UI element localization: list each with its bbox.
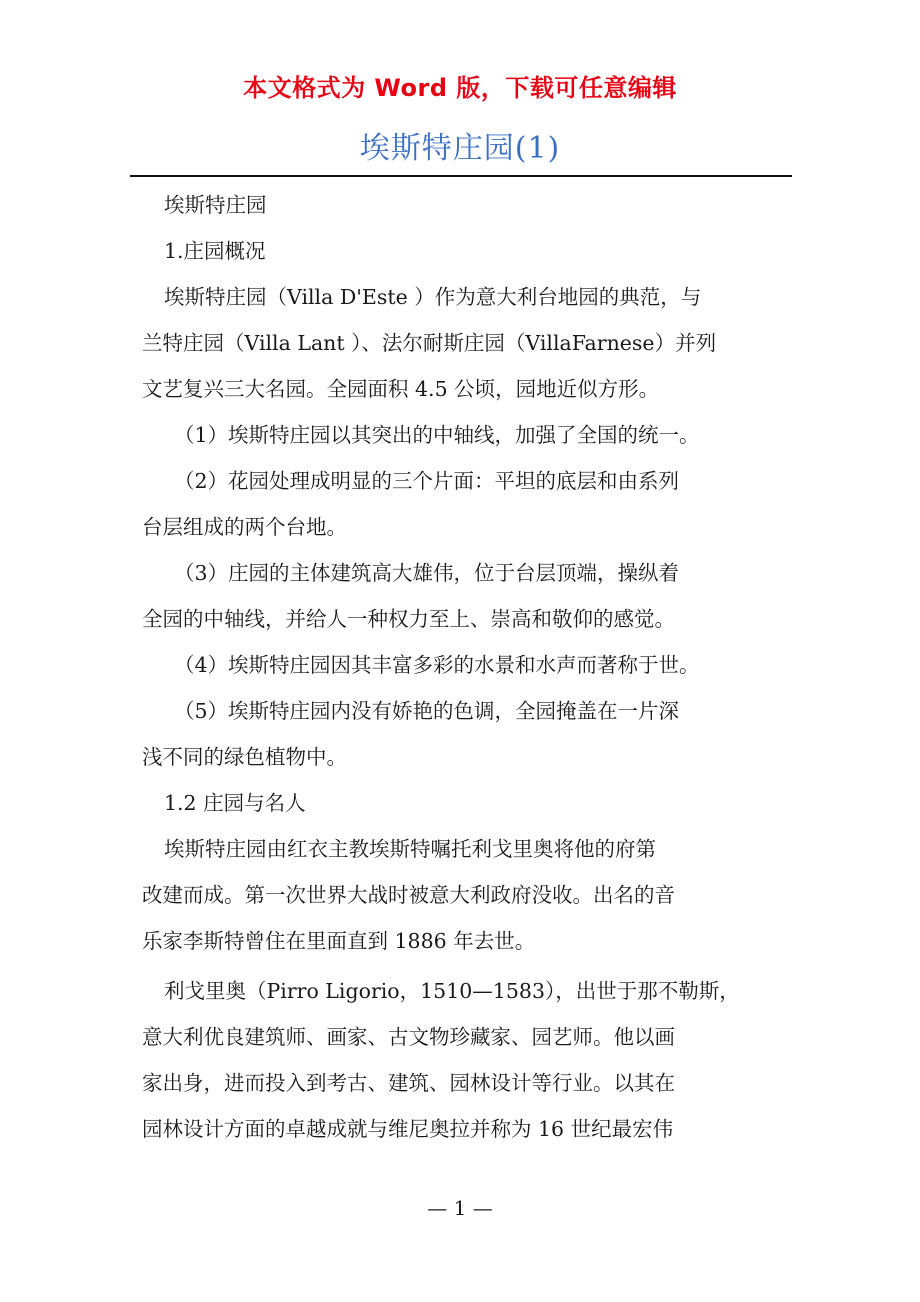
list-item-2: （2）花园处理成明显的三个片面：平坦的底层和由系列 (174, 469, 680, 493)
document-body (142, 182, 784, 1152)
download-banner: 本文格式为 Word 版，下载可任意编辑 (243, 74, 677, 102)
body-line: 利戈里奥（Pirro Ligorio，1510—1583），出世于那不勒斯， (164, 979, 740, 1003)
list-item-2-cont: 台层组成的两个台地。 (142, 515, 347, 539)
title-divider (130, 175, 792, 177)
body-line: 园林设计方面的卓越成就与维尼奥拉并称为 16 世纪最宏伟 (142, 1117, 674, 1141)
body-line: 改建而成。第一次世界大战时被意大利政府没收。出名的音 (142, 883, 675, 907)
heading-estate-name: 埃斯特庄园 (164, 193, 267, 217)
document-title: 埃斯特庄园(1) (359, 131, 561, 166)
list-item-3: （3）庄园的主体建筑高大雄伟，位于台层顶端，操纵着 (174, 561, 680, 585)
section-heading-overview: 1.庄园概况 (164, 239, 266, 263)
page-number: — 1 — (427, 1196, 493, 1220)
body-line: 意大利优良建筑师、画家、古文物珍藏家、园艺师。他以画 (142, 1025, 675, 1049)
list-item-5: （5）埃斯特庄园内没有娇艳的色调，全园掩盖在一片深 (174, 699, 680, 723)
body-line: 家出身，进而投入到考古、建筑、园林设计等行业。以其在 (142, 1071, 675, 1095)
list-item-5-cont: 浅不同的绿色植物中。 (142, 745, 347, 769)
list-item-4: （4）埃斯特庄园因其丰富多彩的水景和水声而著称于世。 (174, 653, 700, 677)
body-line: 埃斯特庄园（Villa D'Este ）作为意大利台地园的典范，与 (164, 285, 702, 309)
list-item-3-cont: 全园的中轴线，并给人一种权力至上、崇高和敬仰的感觉。 (142, 607, 675, 631)
section-heading-people: 1.2 庄园与名人 (164, 791, 306, 815)
body-line: 乐家李斯特曾住在里面直到 1886 年去世。 (142, 929, 536, 953)
body-line: 埃斯特庄园由红衣主教埃斯特嘱托利戈里奥将他的府第 (164, 837, 656, 861)
list-item-1: （1）埃斯特庄园以其突出的中轴线，加强了全国的统一。 (174, 423, 700, 447)
body-line: 兰特庄园（Villa Lant ）、法尔耐斯庄园（VillaFarnese）并列 (142, 331, 717, 355)
body-line: 文艺复兴三大名园。全园面积 4.5 公顷，园地近似方形。 (142, 377, 660, 401)
